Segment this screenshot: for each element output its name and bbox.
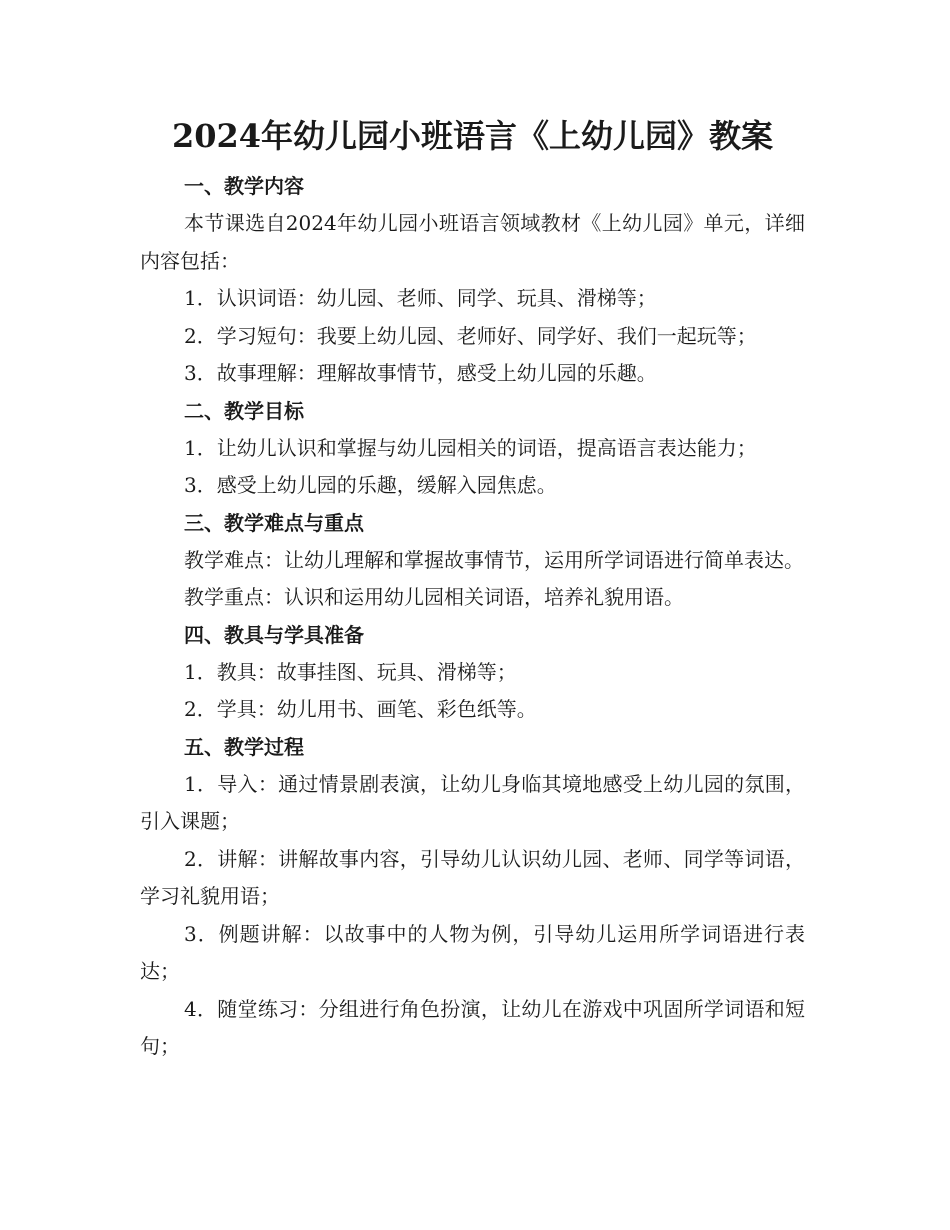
- section-teaching-process: [140, 729, 805, 1066]
- list-item: 1．认识词语：幼儿园、老师、同学、玩具、滑梯等；: [184, 286, 657, 310]
- section-teaching-content: [140, 168, 805, 393]
- list-item: 1．让幼儿认识和掌握与幼儿园相关的词语，提高语言表达能力；: [184, 435, 757, 460]
- list-item: 3．感受上幼儿园的乐趣，缓解入园焦虑。: [184, 473, 557, 497]
- document-page: [140, 108, 805, 1066]
- section-heading: 三、教学难点与重点: [184, 510, 364, 535]
- section-teaching-aids: [140, 617, 805, 729]
- section-heading: 四、教具与学具准备: [184, 622, 364, 647]
- list-item: 2．讲解：讲解故事内容，引导幼儿认识幼儿园、老师、同学等词语，学习礼貌用语；: [140, 846, 805, 908]
- section-teaching-goals: [140, 393, 805, 505]
- section-heading: 二、教学目标: [184, 398, 304, 423]
- paragraph: 教学重点：认识和运用幼儿园相关词语，培养礼貌用语。: [184, 585, 684, 609]
- list-item: 4．随堂练习：分组进行角色扮演，让幼儿在游戏中巩固所学词语和短句；: [140, 996, 805, 1058]
- section-difficulties-and-key-points: [140, 505, 805, 617]
- list-item: 2．学具：幼儿用书、画笔、彩色纸等。: [184, 697, 537, 721]
- section-heading: 一、教学内容: [184, 174, 304, 198]
- paragraph: 本节课选自2024年幼儿园小班语言领域教材《上幼儿园》单元，详细内容包括：: [140, 211, 805, 273]
- paragraph: 教学难点：让幼儿理解和掌握故事情节，运用所学词语进行简单表达。: [184, 547, 804, 572]
- list-item: 2．学习短句：我要上幼儿园、老师好、同学好、我们一起玩等；: [184, 323, 757, 348]
- document-title: 2024年幼儿园小班语言《上幼儿园》教案: [171, 117, 774, 155]
- list-item: 3．例题讲解：以故事中的人物为例，引导幼儿运用所学词语进行表达；: [140, 921, 805, 983]
- section-heading: 五、教学过程: [184, 734, 304, 759]
- list-item: 3．故事理解：理解故事情节，感受上幼儿园的乐趣。: [184, 361, 657, 385]
- list-item: 1．教具：故事挂图、玩具、滑梯等；: [184, 659, 517, 684]
- list-item: 1．导入：通过情景剧表演，让幼儿身临其境地感受上幼儿园的氛围，引入课题；: [140, 771, 805, 833]
